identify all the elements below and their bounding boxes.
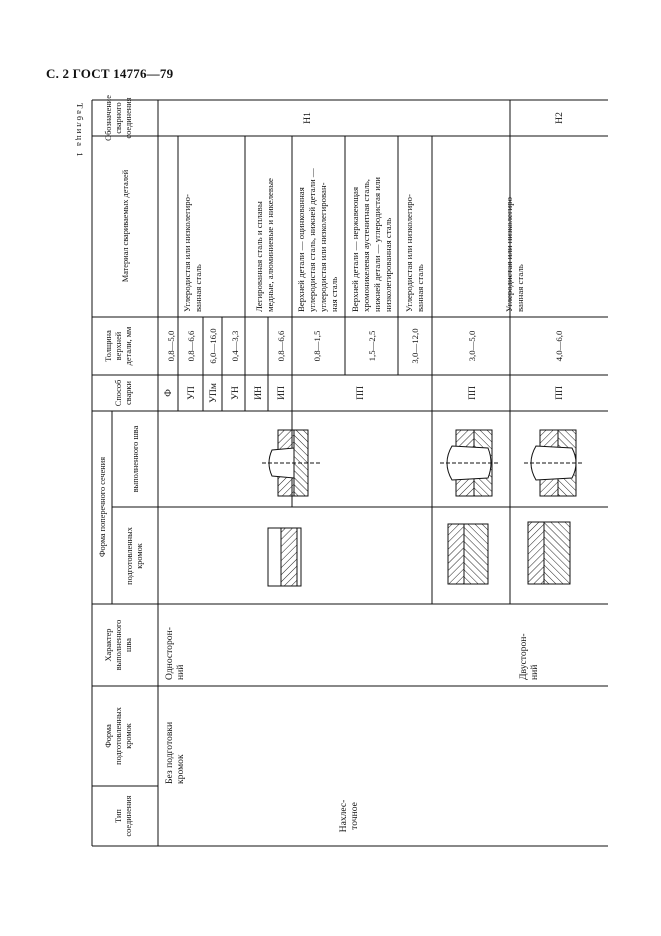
method-pp-5: ПП bbox=[554, 386, 565, 400]
header-designation bbox=[104, 95, 133, 141]
svg-text:кромок: кромок bbox=[124, 723, 133, 749]
svg-text:Верхней детали — оцинкованная: Верхней детали — оцинкованная bbox=[296, 187, 306, 312]
page-header: С. 2 ГОСТ 14776—79 bbox=[46, 66, 174, 81]
header-joint-type bbox=[114, 795, 133, 836]
thickness-10: 3,0—5,0 bbox=[467, 330, 477, 362]
thickness-7: 0,8—1,5 bbox=[312, 330, 322, 362]
svg-text:Без подготовки: Без подготовки bbox=[164, 721, 175, 784]
svg-text:ванная сталь: ванная сталь bbox=[415, 264, 425, 312]
method-un: УН bbox=[230, 386, 241, 400]
header-finished-seam bbox=[131, 425, 140, 492]
header-prepared-edges bbox=[125, 526, 144, 585]
finished-seam-drawing-3 bbox=[524, 430, 584, 496]
svg-text:ний: ний bbox=[175, 664, 186, 680]
svg-text:Нахлес-: Нахлес- bbox=[338, 799, 349, 833]
header-seam-character bbox=[104, 620, 133, 671]
header-method bbox=[114, 380, 133, 406]
svg-text:Материал свариваемых деталей: Материал свариваемых деталей bbox=[121, 169, 130, 283]
svg-text:Двусторон-: Двусторон- bbox=[518, 633, 529, 680]
prepared-edges-drawing-3 bbox=[528, 522, 570, 584]
thickness-8: 1,5—2,5 bbox=[367, 330, 377, 362]
svg-text:точное: точное bbox=[349, 802, 360, 830]
method-pp-1: ПП bbox=[355, 386, 366, 400]
finished-seam-drawing-2 bbox=[440, 430, 500, 496]
svg-text:Легированная сталь и сплавы: Легированная сталь и сплавы bbox=[254, 201, 264, 312]
material-4 bbox=[350, 177, 393, 312]
svg-text:Форма поперечного сечения: Форма поперечного сечения bbox=[98, 456, 107, 558]
thickness-5: 0,8—6,6 bbox=[276, 330, 286, 362]
seam-twosided bbox=[518, 633, 540, 680]
svg-text:Форма: Форма bbox=[104, 724, 113, 748]
material-3 bbox=[296, 168, 339, 312]
svg-text:углеродистая сталь, нижней дет: углеродистая сталь, нижней детали — bbox=[307, 168, 317, 312]
svg-text:нижней детали — углеродистая и: нижней детали — углеродистая или bbox=[372, 176, 382, 312]
svg-text:кромок: кромок bbox=[135, 543, 144, 569]
svg-text:низколегированная сталь: низколегированная сталь bbox=[383, 217, 393, 312]
svg-text:соединения: соединения bbox=[124, 97, 133, 139]
svg-text:медные, алюминиевые и никелевы: медные, алюминиевые и никелевые bbox=[265, 178, 275, 312]
joint-type-value bbox=[338, 800, 360, 833]
svg-text:выполненного: выполненного bbox=[114, 619, 123, 671]
header-cross-section bbox=[98, 457, 107, 557]
thickness-3: 6,0—16,0 bbox=[208, 328, 218, 364]
svg-text:ванная сталь: ванная сталь bbox=[193, 264, 203, 312]
edge-form-value bbox=[164, 722, 186, 784]
thickness-4: 0,4—3,3 bbox=[230, 330, 240, 362]
svg-text:ная сталь: ная сталь bbox=[329, 276, 339, 312]
header-thickness bbox=[104, 326, 133, 365]
method-pp-4: ПП bbox=[467, 386, 478, 400]
thickness-1: 0,8—5,0 bbox=[166, 330, 176, 362]
svg-text:кромок: кромок bbox=[175, 754, 186, 784]
svg-text:сварки: сварки bbox=[124, 381, 133, 405]
svg-text:выполненного шва: выполненного шва bbox=[131, 425, 140, 493]
svg-text:шва: шва bbox=[124, 638, 133, 652]
prepared-edges-drawing-1 bbox=[268, 528, 301, 586]
svg-text:углеродистая или низколегирова: углеродистая или низколегирован- bbox=[318, 182, 328, 312]
svg-text:Толщина: Толщина bbox=[104, 330, 113, 362]
svg-text:ванная сталь: ванная сталь bbox=[515, 264, 525, 312]
method-in: ИН bbox=[253, 386, 264, 400]
thickness-11: 4,0—6,0 bbox=[554, 330, 564, 362]
prepared-edges-drawing-2 bbox=[448, 524, 488, 584]
thickness-9: 3,0—12,0 bbox=[410, 328, 420, 364]
method-ip: ИП bbox=[276, 386, 287, 400]
svg-text:Обозначение: Обозначение bbox=[104, 95, 113, 141]
table-label: Таблица 1 bbox=[75, 103, 85, 159]
material-5 bbox=[404, 194, 425, 312]
svg-text:Характер: Характер bbox=[104, 628, 113, 662]
finished-seam-drawing-1 bbox=[262, 430, 320, 496]
svg-text:Углеродистая или низколегиро-: Углеродистая или низколегиро- bbox=[182, 194, 192, 312]
svg-text:подготовленных: подготовленных bbox=[125, 527, 134, 585]
header-edge-form bbox=[104, 706, 133, 765]
svg-text:подготовленных: подготовленных bbox=[114, 707, 123, 765]
designation-h2: Н2 bbox=[554, 112, 565, 124]
svg-text:Углеродистая или низколегиро-: Углеродистая или низколегиро- bbox=[504, 194, 514, 312]
svg-text:Углеродистая или низколегиро-: Углеродистая или низколегиро- bbox=[404, 194, 414, 312]
svg-text:детали, мм: детали, мм bbox=[124, 326, 133, 366]
method-f: Ф bbox=[163, 389, 174, 397]
material-6 bbox=[504, 194, 525, 312]
svg-text:верхней: верхней bbox=[114, 331, 123, 361]
svg-text:Верхней детали — нержавеющая: Верхней детали — нержавеющая bbox=[350, 187, 360, 312]
svg-text:соединения: соединения bbox=[124, 795, 133, 837]
method-upm: УПм bbox=[208, 383, 219, 403]
method-up: УП bbox=[186, 386, 197, 400]
seam-onesided bbox=[164, 627, 186, 680]
svg-text:Способ: Способ bbox=[114, 379, 123, 407]
svg-text:сварного: сварного bbox=[114, 102, 123, 134]
svg-text:Тип: Тип bbox=[114, 809, 123, 823]
material-2 bbox=[254, 178, 275, 312]
svg-text:Односторон-: Односторон- bbox=[164, 627, 175, 680]
designation-h1: Н1 bbox=[302, 112, 313, 124]
svg-text:хромоникелевая аустенитная ста: хромоникелевая аустенитная сталь, bbox=[361, 179, 371, 312]
header-material bbox=[121, 169, 130, 282]
material-1 bbox=[182, 194, 203, 312]
thickness-2: 0,8—6,6 bbox=[186, 330, 196, 362]
svg-text:ний: ний bbox=[529, 664, 540, 680]
